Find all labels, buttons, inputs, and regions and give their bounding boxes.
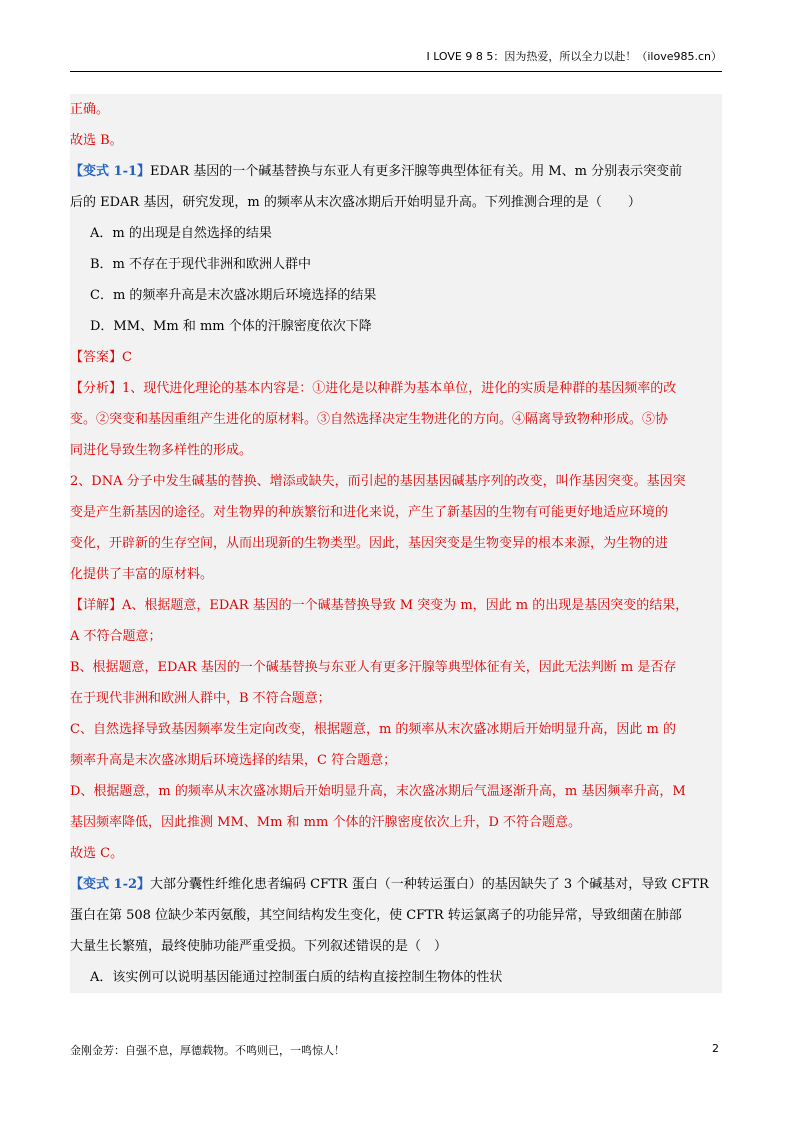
detail-line: D、根据题意，m 的频率从末次盛冰期后开始明显升高，末次盛冰期后气温逐渐升高，m 基因频率升高，M	[70, 784, 686, 799]
text-line: 正确。	[70, 102, 110, 117]
question-1-1-line	[70, 156, 722, 187]
option-c: C．m 的频率升高是末次盛冰期后环境选择的结果	[90, 288, 377, 303]
footer-motto: 金刚金芳：自强不息，厚德载物。不鸣则已，一鸣惊人！	[70, 1044, 345, 1057]
page-header: I LOVE 9 8 5：因为热爱，所以全力以赴！（ilove985.cn）	[426, 50, 722, 63]
question-text-line: 蛋白在第 508 位缺少苯丙氨酸，其空间结构发生变化，使 CFTR 转运氯离子的功能异常，导致细菌在肺部	[70, 908, 682, 923]
question-tag: 【变式 1-2】	[70, 877, 151, 892]
header-divider	[70, 71, 722, 72]
analysis-line: 变。②突变和基因重组产生进化的原材料。③自然选择决定生物进化的方向。④隔离导致物种形成。⑤协	[70, 412, 669, 427]
conclusion-line: 故选 C。	[70, 846, 124, 861]
detail-line: A 不符合题意；	[70, 629, 162, 644]
option-d: D．MM、Mm 和 mm 个体的汗腺密度依次下降	[90, 319, 372, 334]
detail-line: 频率升高是末次盛冰期后环境选择的结果，C 符合题意；	[70, 753, 397, 768]
analysis-line: 【分析】1、现代进化理论的基本内容是：①进化是以种群为基本单位，进化的实质是种群的基因频率的改	[70, 381, 677, 396]
document-body	[70, 94, 722, 993]
option-a: A．该实例可以说明基因能通过控制蛋白质的结构直接控制生物体的性状	[90, 970, 503, 985]
detail-line: 在于现代非洲和欧洲人群中，B 不符合题意；	[70, 691, 331, 706]
detail-line: 【详解】A、根据题意，EDAR 基因的一个碱基替换导致 M 突变为 m，因此 m 的出现是基因突变的结果，	[70, 598, 689, 613]
analysis-line: 变是产生新基因的途径。对生物界的种族繁衍和进化来说，产生了新基因的生物有可能更好地适应环境的	[70, 505, 669, 520]
option-a: A．m 的出现是自然选择的结果	[90, 226, 272, 241]
analysis-line: 2、DNA 分子中发生碱基的替换、增添或缺失，而引起的基因基因碱基序列的改变，叫作基因突变。基因突	[70, 474, 686, 489]
detail-line: B、根据题意，EDAR 基因的一个碱基替换与东亚人有更多汗腺等典型体征有关，因此无法判断 m 是否存	[70, 660, 677, 675]
answer-line: 【答案】C	[70, 350, 132, 365]
detail-line: 基因频率降低，因此推测 MM、Mm 和 mm 个体的汗腺密度依次上升，D 不符合题意。	[70, 815, 581, 830]
question-text-line: 大量生长繁殖，最终使肺功能严重受损。下列叙述错误的是（ ）	[70, 939, 448, 954]
option-b: B．m 不存在于现代非洲和欧洲人群中	[90, 257, 312, 272]
analysis-line: 同进化导致生物多样性的形成。	[70, 443, 253, 458]
question-1-2-line	[70, 869, 722, 900]
question-text: EDAR 基因的一个碱基替换与东亚人有更多汗腺等典型体征有关。用 M、m 分别表示突变前	[150, 164, 683, 179]
question-tag: 【变式 1-1】	[70, 164, 151, 179]
text-line: 故选 B。	[70, 133, 123, 148]
analysis-line: 化提供了丰富的原材料。	[70, 567, 214, 582]
page-number: 2	[712, 1042, 719, 1055]
question-text: 大部分囊性纤维化患者编码 CFTR 蛋白（一种转运蛋白）的基因缺失了 3 个碱基对，导致 CFTR	[150, 877, 709, 892]
detail-line: C、自然选择导致基因频率发生定向改变，根据题意，m 的频率从末次盛冰期后开始明显升高，因此 m 的	[70, 722, 676, 737]
analysis-line: 变化，开辟新的生存空间，从而出现新的生物类型。因此，基因突变是生物变异的根本来源，为生物的进	[70, 536, 669, 551]
question-text-line: 后的 EDAR 基因，研究发现，m 的频率从末次盛冰期后开始明显升高。下列推测合理的是（ ）	[70, 195, 641, 210]
